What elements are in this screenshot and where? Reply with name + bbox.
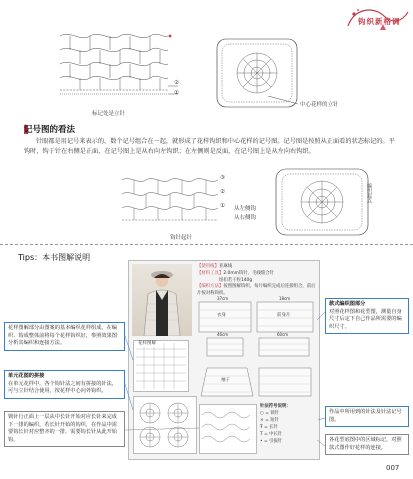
schematic-label-1: 衣身 <box>217 313 226 318</box>
mid-right-motif-chart <box>268 165 378 239</box>
symbol-half: T = 中长针 <box>260 432 283 438</box>
symbol-slip: • = 引拔针 <box>260 439 283 445</box>
garment-schematic-diagram <box>197 298 317 360</box>
schematic-dim-3: 46cm <box>217 332 229 337</box>
stitch-sample-diagram <box>200 405 256 453</box>
brand-logo-text: 钩织新格调 <box>358 17 401 26</box>
pattern-grid-diagram <box>134 341 188 391</box>
tips-title-block <box>18 252 90 263</box>
half-double-icon: T <box>260 432 265 438</box>
pattern-info-block <box>197 264 317 298</box>
single-crochet-icon: × <box>260 418 266 424</box>
schematic-dim-4: 60cm <box>277 332 289 337</box>
callout-unit-joining: 单元花图的拼接 在单元花样中，各个钩针法之间有拼接的针法，可与立针结合使用，按花样中心向外钩织。 <box>4 370 125 399</box>
symbol-double: Ŧ = 长针 <box>260 425 278 431</box>
pattern-thumbnail <box>133 340 189 392</box>
panel-chart-label: 袖子 <box>221 378 230 383</box>
model-figure-icon <box>132 264 192 336</box>
callout-stitch-symbols: 作品中所用到的针法及针法记号图。 <box>325 406 409 427</box>
symbol-legend <box>260 403 318 445</box>
callout-pattern-chart: 花样图解部分由图案的基本编织花样组成，在编织、钩成整体前将每个花样钩织好，参照效果图分析其编织和连接方法。 <box>4 322 125 351</box>
chain-stitch-icon: ○ <box>260 411 266 417</box>
panel-chart <box>197 362 317 402</box>
double-crochet-icon: Ŧ <box>260 425 265 431</box>
info-line-1: 【使用线】亚麻线 <box>197 264 233 269</box>
brand-logo <box>340 4 410 36</box>
symbol-legend-title: 针法符号说明： <box>260 404 291 409</box>
mid-right-top-label: 编织起点 <box>366 183 372 203</box>
rows-mesh-diagram <box>118 172 230 232</box>
stitch-sample-strip <box>199 404 257 454</box>
crochet-mesh-diagram <box>50 28 180 108</box>
sleeve-schematic-diagram <box>197 362 317 402</box>
section-title: 记号图的看法 <box>24 125 76 135</box>
mid-marker-2: ② <box>220 189 225 195</box>
section-separator <box>0 244 413 245</box>
tips-title: Tips：本书图解说明 <box>18 253 91 262</box>
flower-motif-diagram <box>134 397 196 453</box>
pattern-thumbnail-label: 花样图解 <box>138 341 156 346</box>
callout-region-marks: 各花型底图中的区域标记，对照款式图作好花样的连接。 <box>325 434 409 455</box>
top-right-caption: 中心花样的立针 <box>300 102 339 108</box>
callout-chain-rows: 锁针行正面上一层从中长针开始对应长针来完成下一排的编织，若长针开始的钩织，在作品中需要钩长针对应整齐的一排，需要钩长针从此开始钩。 <box>4 411 125 447</box>
mid-row2-label: 从右侧钩 <box>234 215 257 221</box>
slip-stitch-icon: • <box>260 439 264 445</box>
info-line-4: 【编织方法】按照图解钩织，每片编织完成后连接组合，前后片按对称钩织。 <box>197 284 316 297</box>
info-line-3: 纽扣若干粒140g <box>219 277 253 283</box>
mid-left-stitch-chart <box>118 172 230 232</box>
top-marker-2: ② <box>174 80 179 86</box>
symbol-chain: ○ = 锁针 <box>260 411 280 417</box>
top-left-caption: 标记处是立针 <box>92 111 126 117</box>
flower-motif-strip <box>133 396 197 454</box>
callout-style-chart: 款式编织图部分 对照花样图和花型图，测量自身尺寸后定下自己作品所需要的编织尺寸。 <box>325 298 409 334</box>
mid-row3-label: 从左侧钩 <box>234 206 257 212</box>
top-marker-1: ① <box>174 90 179 96</box>
schematic-dim-2: 18cm <box>279 296 291 301</box>
schematic-dim-1: 37cm <box>217 296 229 301</box>
section-body: 针眼都是用记号来表示的，数个记号组合在一起，就形成了花样钩织和中心花样的记号图。记号图是按照从正面看的状态标记的。平钩时，钩于针在右侧是正面，在记号图上是从右向左钩织；在左侧则是反面，在记号图上是从左向右钩织。 <box>24 138 395 155</box>
motif-square-diagram <box>268 165 378 239</box>
model-photo <box>132 264 192 336</box>
schematic-charts <box>197 298 317 360</box>
top-left-stitch-chart <box>50 28 180 108</box>
mid-bottom-caption: 钩针起针 <box>170 235 193 241</box>
mid-marker-3: ③ <box>220 175 225 181</box>
info-line-2: 【材料工具】2.0mm钩针，毛线缝合针 <box>197 270 275 276</box>
mid-marker-1: ① <box>220 203 225 209</box>
top-right-leader <box>268 96 298 106</box>
schematic-label-2: 前身片 <box>277 313 291 318</box>
page-number: 007 <box>386 464 400 472</box>
symbol-single: × = 短针 <box>260 418 279 424</box>
